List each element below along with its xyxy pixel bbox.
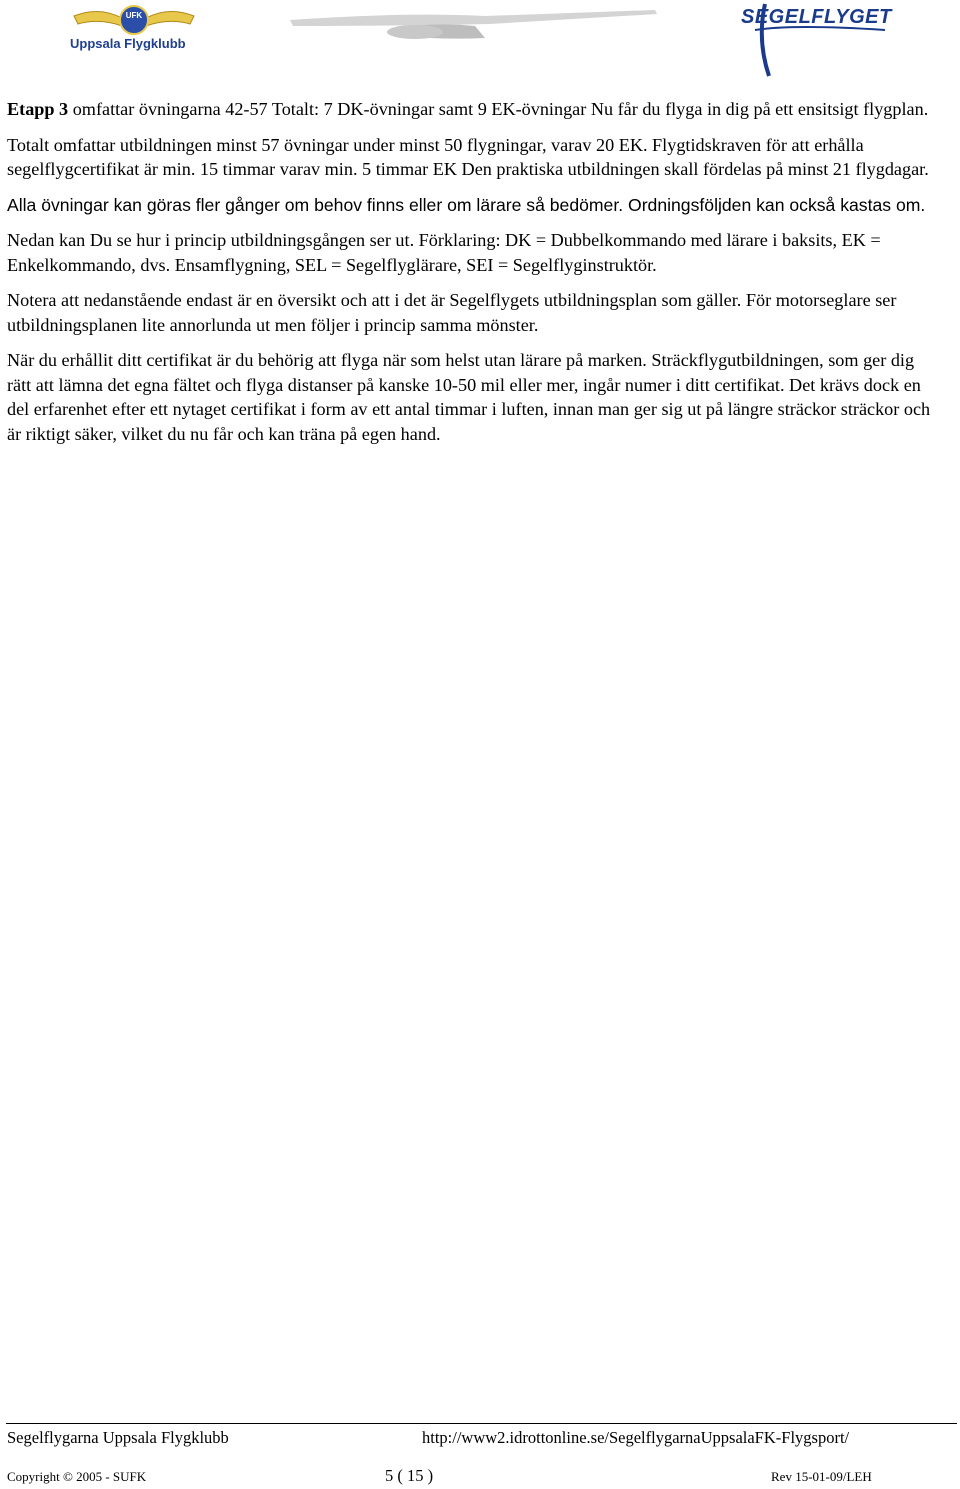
left-logo-text: Uppsala Flygklubb	[70, 36, 186, 51]
footer-copyright: Copyright © 2005 - SUFK	[7, 1469, 147, 1484]
right-logo-text: SEGELFLYGET	[741, 6, 892, 28]
etapp-heading: Etapp 3	[7, 99, 69, 119]
glider-illustration	[285, 2, 665, 50]
segelflyget-logo	[735, 0, 895, 78]
paragraph-certificate: När du erhållit ditt certifikat är du behörig att flyga när som helst utan lärare på marken. Sträckflygutbildningen, som ger dig rätt att lämna det egna fältet och flyga distanser på kanske 10-50 mil eller mer, ingår numer i ditt certifikat. Det krävs dock en del erfarenhet efter ett nytaget certifikat i form av ett antal timmar i luften, innan man ger sig ut på längre sträckor sträckor och är riktigt säker, vilket du nu får och kan träna på egen hand.	[7, 350, 931, 444]
etapp-text: omfattar övningarna 42-57 Totalt: 7 DK-övningar samt 9 EK-övningar Nu får du flyga in dig på ett ensitsigt flygplan.	[68, 99, 929, 119]
footer-club: Segelflygarna Uppsala Flygklubb	[7, 1428, 229, 1447]
footer-divider	[6, 1423, 957, 1424]
page-number: 5 ( 15 )	[385, 1466, 434, 1485]
paragraph-etapp-3	[7, 97, 942, 122]
paragraph-totals: Totalt omfattar utbildningen minst 57 övningar under minst 50 flygningar, varav 20 EK. Flygtidskraven för att erhålla segelflygcertifikat är min. 15 timmar varav min. 5 timmar EK Den praktiska utbildningen skall fördelas på minst 21 flygdagar.	[7, 134, 929, 179]
revision-label: Rev 15-01-09/LEH	[771, 1469, 872, 1484]
badge-text: UFK	[125, 11, 143, 20]
paragraph-note: Notera att nedanstående endast är en översikt och att i det är Segelflygets utbildningsplan som gäller. För motorseglare ser utbildningsplanen lite annorlunda ut men följer i princip samma mönster.	[7, 290, 897, 335]
body-text	[7, 97, 942, 457]
footer-url-link[interactable]: http://www2.idrottonline.se/SegelflygarnaUppsalaFK-Flygsport/	[422, 1428, 850, 1447]
paragraph-explanation: Nedan kan Du se hur i princip utbildningsgången ser ut. Förklaring: DK = Dubbelkommando med lärare i baksits, EK = Enkelkommando, dvs. Ensamflygning, SEL = Segelflyglärare, SEI = Segelflyginstruktör.	[7, 230, 881, 275]
uppsala-flygklubb-logo	[64, 2, 204, 54]
page-header	[0, 0, 960, 80]
paragraph-repeat: Alla övningar kan göras fler gånger om behov finns eller om lärare så bedömer. Ordningsföljden kan också kastas om.	[7, 194, 926, 215]
